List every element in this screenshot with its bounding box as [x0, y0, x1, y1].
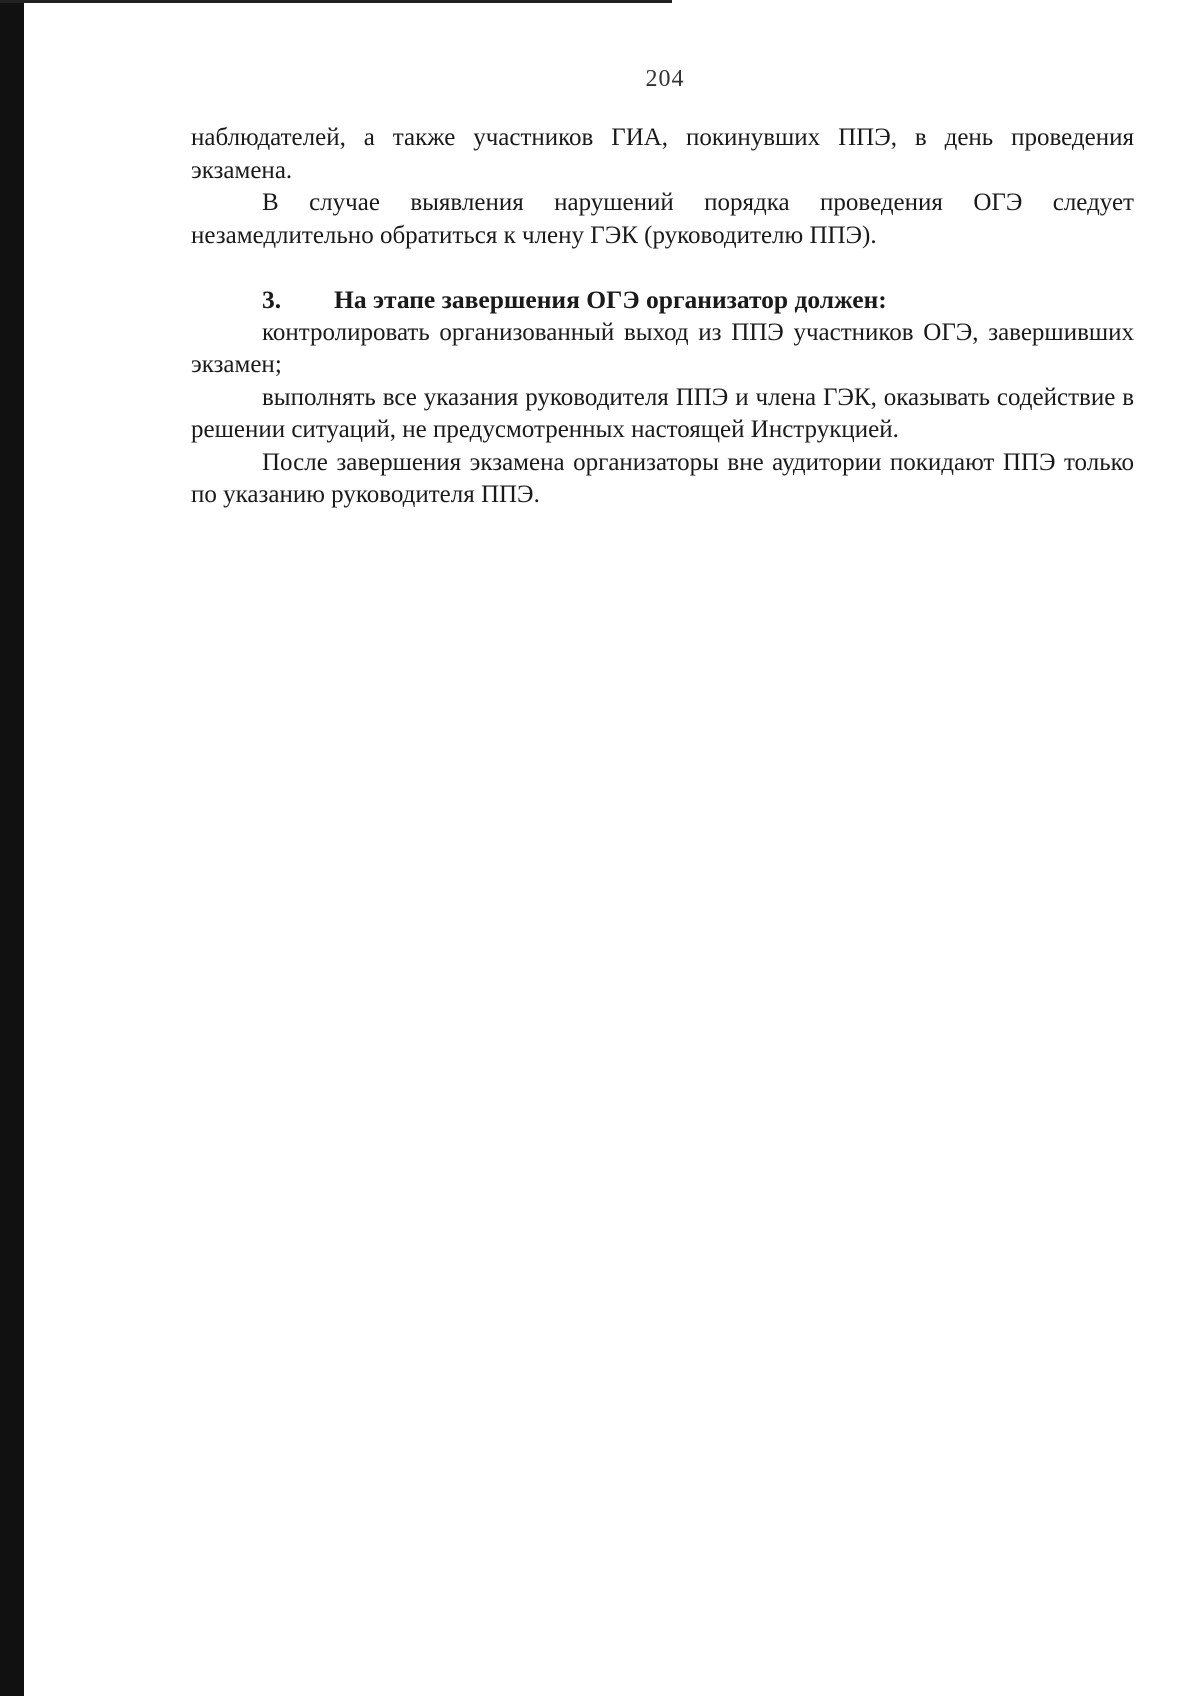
paragraph-5: После завершения экзамена организаторы вне аудитории покидают ППЭ только по указанию руководителя ППЭ. [191, 448, 1134, 508]
page-number: 204 [645, 66, 685, 92]
paragraph-4: выполнять все указания руководителя ППЭ и члена ГЭК, оказывать содействие в решении ситуаций, не предусмотренных настоящей Инструкцией. [191, 383, 1134, 443]
paragraph-2: В случае выявления нарушений порядка проведения ОГЭ следует незамедлительно обратиться к члену ГЭК (руководителю ППЭ). [191, 189, 1134, 249]
paragraph-1: наблюдателей, а также участников ГИА, покинувших ППЭ, в день проведения экзамена. [191, 124, 1134, 184]
scan-border-left [0, 0, 24, 1696]
paragraph-3: контролировать организованный выход из ППЭ участников ОГЭ, завершивших экзамен; [191, 318, 1134, 378]
section-heading [191, 284, 1134, 317]
scan-border-top [0, 0, 672, 3]
section-title: На этапе завершения ОГЭ организатор должен: [334, 285, 887, 314]
section-number: 3. [262, 285, 282, 314]
document-body [191, 122, 1134, 512]
